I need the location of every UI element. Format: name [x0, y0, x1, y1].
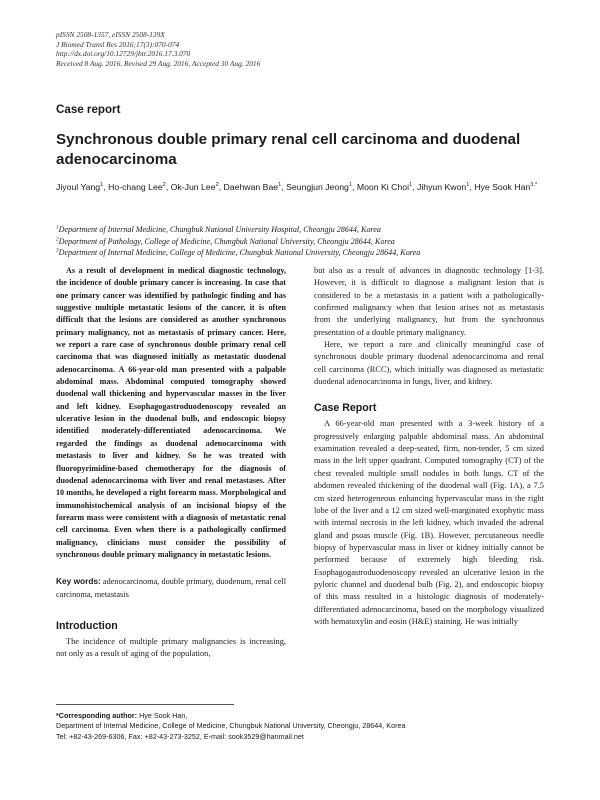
doi-link[interactable]: http://dx.doi.org/10.12729/jbtr.2016.17.3.070 — [56, 49, 191, 59]
introduction-paragraph-2: Here, we report a rare and clinically meaningful case of synchronous double primary duodenal adenocarcinoma and renal cell carcinoma (RCC), which initially was diagnosed as metastatic duodenal adenocarcinoma in lungs, liver, and kidney. — [314, 340, 544, 387]
author-affiliation-mark: 3,* — [530, 182, 538, 189]
corresponding-author-contact: Tel: +82-43-269-6306, Fax: +82-43-273-3252, E-mail: sook3529@hanmail.net — [56, 731, 304, 741]
introduction-paragraph-cont: but also as a result of advances in diagnostic technology [1-3]. However, it is difficult to diagnose a malignant lesion that is considered to be a metastasis in a patient with a pathologically-confirmed malignancy when that lesion arises not as metastasis from the underlying malignancy, but from the synchronous presentation of a double primary malignancy. — [314, 266, 544, 337]
corresponding-author-name: Hye Sook Han, — [139, 711, 188, 720]
corresponding-author-footnote — [56, 711, 576, 742]
introduction-heading: Introduction — [56, 620, 118, 633]
author-name: Moon Ki Choi — [356, 182, 410, 192]
author-name: Ok-Jun Lee — [170, 182, 216, 192]
author-name: Seungjun Jeong — [286, 182, 349, 192]
affiliation-text: Department of Pathology, College of Medicine, Chungbuk National University, Cheongju 28644, Korea — [58, 236, 395, 246]
author-list: Jiyoul Yang$^1$, Ho-chang Lee$^2$, Ok-Jun Lee$^2$, Daehwan Bae$^1$, Seungjun Jeong$^1$, Moon Ki Choi$^1$, Jihyun Kwon$^1$, Hye Sook Han$^{3,*}$ — [56, 182, 538, 192]
author-name: Jiyoul Yang — [56, 182, 101, 192]
affiliation-mark: 1 — [56, 224, 59, 231]
affiliation-mark: 3 — [56, 247, 59, 254]
case-report-heading: Case Report — [314, 402, 377, 415]
author-name: Jihyun Kwon — [416, 182, 467, 192]
author-affiliation-mark: 1 — [348, 182, 353, 189]
affiliation-mark: 2 — [56, 235, 59, 242]
author-affiliation-mark: 1 — [409, 182, 413, 189]
journal-citation: J Biomed Transl Res 2016;17(3):070-074 — [56, 39, 180, 49]
case-report-paragraph: A 66-year-old man presented with a 3-week history of a progressively enlarging palpable abdominal mass. An abdominal examination revealed a deep-seated, firm, non-tender, 5 cm sized mass in the left upper quadrant. Computed tomography (CT) of the chest revealed multiple small nodules in both lungs. CT of the abdomen revealed thickening of the duodenal wall (Fig. 1A), a 7.5 cm sized heterogeneous enhancing hypervascular mass in the right lobe of the liver and a 12 cm sized well-marginated exophytic mass with internal necrosis in the left kidney, which invaded the adrenal gland and psoas muscle (Fig. 1B). However, percutaneous needle biopsy of hypervascular mass in liver or kidney initially cannot be performed because of extremely high bleeding risk. Esophagogastroduodenoscopy revealed an ulcerative lesion in the pyloric channel and duodenal bulb (Fig. 2), and endoscopic biopsy of this mass resulted in a histologic diagnosis of moderately-differentiated adenocarcinoma, based on the morphology visualized with hematoxylin and eosin (H&E) staining. He was initially — [314, 419, 544, 626]
left-column — [56, 265, 286, 661]
author-affiliation-mark: 2 — [162, 182, 166, 189]
affiliation-text: Department of Internal Medicine, College of Medicine, Chungbuk National University, Cheongju 28644, Korea — [58, 248, 421, 258]
footnote-divider — [56, 704, 234, 705]
issn-line: pISSN 2508-1357, eISSN 2508-139X — [56, 30, 165, 39]
keywords-label: Key words: — [56, 576, 101, 587]
affiliation-line — [56, 247, 566, 259]
right-column — [314, 265, 544, 628]
corresponding-author-line — [56, 711, 576, 721]
abstract: As a result of development in medical diagnostic technology, the incidence of double primary cancer is increasing. In case that one primary cancer was identified by pathologic finding and has suggestive multiple metastatic lesions of the cancer, it is often difficult that the lesions are considered as another synchronous primary malignancy, not as metastasis of primary cancer. Here, we report a rare case of synchronous double primary renal cell carcinoma that was diagnosed initially as metastatic duodenal adenocarcinoma. A 66-year-old man presented with a palpable abdominal mass. Abdominal computed tomography showed duodenal wall thickening and hypervascular masses in the liver and left kidney. Esophagogastroduodenoscopy revealed an ulcerative lesion in the duodenal bulb, and endoscopic biopsy identified moderately-differentiated adenocarcinoma. We regarded the findings as duodenal adenocarcinoma with metastasis to liver and kidney. So he was treated with fluoropyrimidine-based chemotherapy for the diagnosis of duodenal adenocarcinoma with liver and renal metastases. After 10 months, he developed a right forearm mass. Morphological and immunohistochemical analysis of an incisional biopsy of the forearm mass were consistent with a diagnosis of metastatic renal cell carcinoma. Even when there is a pathologically confirmed malignancy, clinicians must consider the possibility of synchronous double primary malignancy in metastatic lesions. — [56, 266, 286, 559]
author-affiliation-mark: 2 — [215, 182, 219, 189]
author-name: Hye Sook Han — [474, 182, 531, 192]
article-title: Synchronous double primary renal cell carcinoma and duodenal adenocarcinoma — [56, 131, 521, 168]
affiliation-line — [56, 224, 566, 236]
article-dates: Received 8 Aug. 2016, Revised 29 Aug. 2016, Accepted 30 Aug. 2016 — [56, 58, 261, 68]
affiliation-list — [56, 224, 566, 259]
corresponding-author-label: *Corresponding author: — [56, 711, 138, 720]
journal-header — [56, 30, 536, 68]
introduction-paragraph-start: The incidence of multiple primary malignancies is increasing, not only as a result of aging of the population, — [56, 637, 286, 659]
corresponding-author-address: Department of Internal Medicine, College of Medicine, Chungbuk National University, Cheongju, 28644, Korea — [56, 721, 406, 731]
keywords-text: adenocarcinoma, double primary, duodenum, renal cell carcinoma, metastasis — [56, 577, 286, 599]
affiliation-text: Department of Internal Medicine, Chungbuk National University Hospital, Cheongju 28644, Korea — [58, 225, 381, 234]
author-affiliation-mark: 1 — [466, 182, 470, 189]
author-name: Daehwan Bae — [223, 182, 279, 192]
author-name: Ho-chang Lee — [108, 182, 163, 192]
author-affiliation-mark: 1 — [100, 182, 104, 189]
author-affiliation-mark: 1 — [278, 182, 282, 189]
affiliation-line — [56, 236, 566, 248]
keywords — [56, 575, 286, 601]
article-type: Case report — [56, 103, 121, 116]
